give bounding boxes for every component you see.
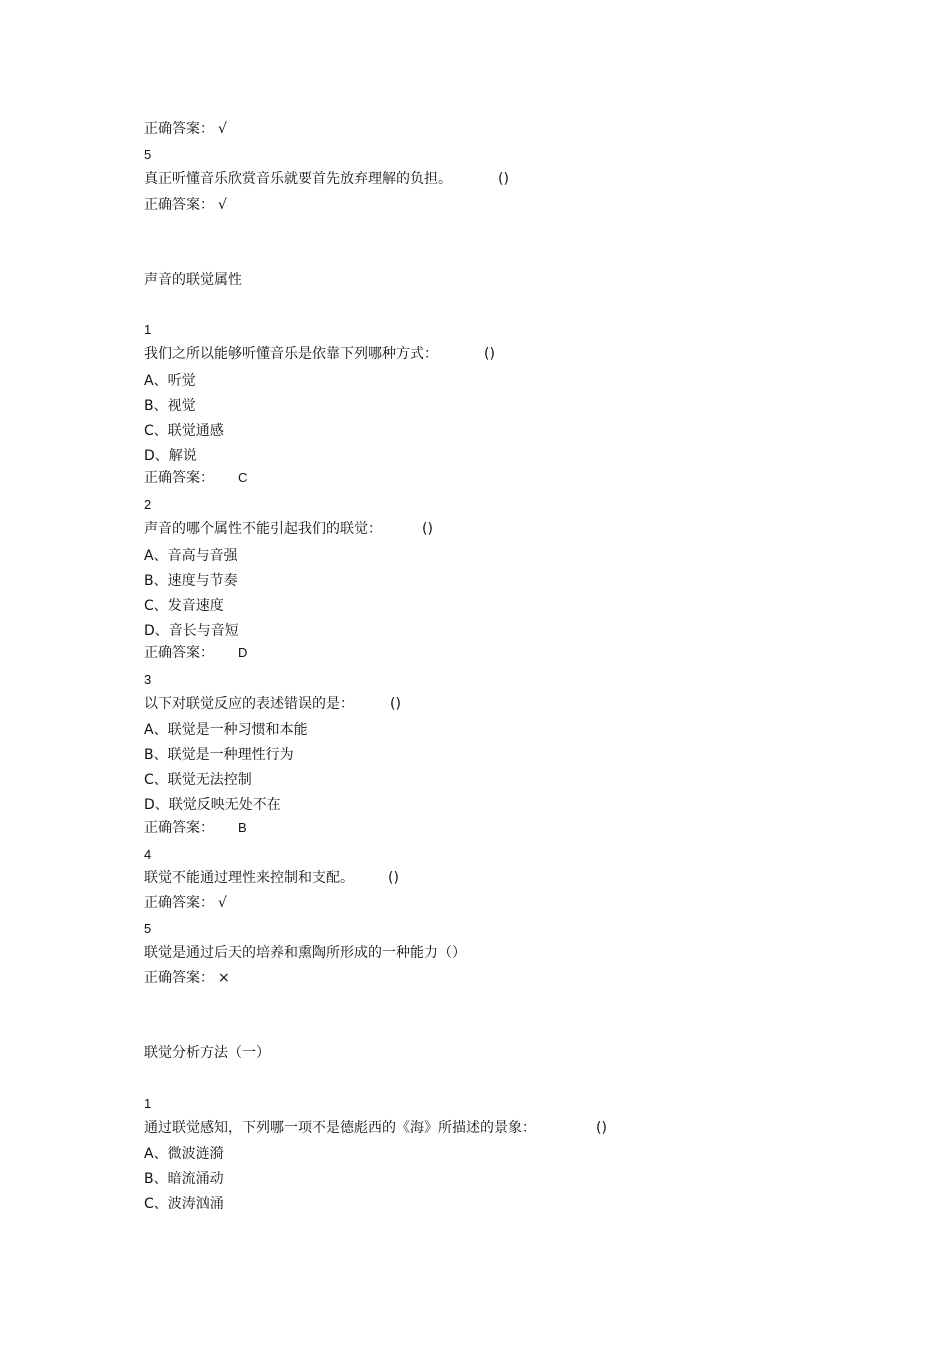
question-paren: () xyxy=(422,521,433,537)
answer-line xyxy=(144,969,230,987)
option: D、解说 xyxy=(144,448,197,464)
question-paren: () xyxy=(484,346,495,362)
option: C、波涛汹涌 xyxy=(144,1196,224,1212)
question-paren: () xyxy=(596,1120,607,1136)
option: A、联觉是一种习惯和本能 xyxy=(144,722,308,738)
question-number: 1 xyxy=(144,1096,152,1111)
option: D、音长与音短 xyxy=(144,623,239,639)
question-paren: () xyxy=(388,870,399,886)
answer-label: 正确答案： xyxy=(144,470,214,486)
question-text-line xyxy=(144,1119,607,1137)
option: A、微波涟漪 xyxy=(144,1146,224,1162)
answer-line xyxy=(144,644,247,662)
answer-value: D xyxy=(238,645,248,660)
option: B、联觉是一种理性行为 xyxy=(144,747,294,763)
option: B、视觉 xyxy=(144,398,196,414)
answer-line xyxy=(144,196,227,214)
question-number: 5 xyxy=(144,147,152,162)
question-number: 5 xyxy=(144,921,152,936)
option: C、发音速度 xyxy=(144,598,224,614)
answer-line xyxy=(144,120,227,138)
question-text: 通过联觉感知，下列哪一项不是德彪西的《海》所描述的景象： xyxy=(144,1120,536,1136)
answer-value: √ xyxy=(218,197,227,213)
question-number: 4 xyxy=(144,847,152,862)
answer-label: 正确答案： xyxy=(144,895,214,911)
option: D、联觉反映无处不在 xyxy=(144,797,281,813)
answer-label: 正确答案： xyxy=(144,970,214,986)
answer-value: √ xyxy=(218,895,227,911)
question-number: 2 xyxy=(144,497,152,512)
question-text: 我们之所以能够听懂音乐是依靠下列哪种方式： xyxy=(144,346,438,362)
option: C、联觉无法控制 xyxy=(144,772,252,788)
question-text: 真正听懂音乐欣赏音乐就要首先放弃理解的负担。 xyxy=(144,171,452,187)
question-text-line xyxy=(144,345,495,363)
answer-value: C xyxy=(238,470,248,485)
section-title: 声音的联觉属性 xyxy=(144,272,242,288)
question-number: 1 xyxy=(144,322,152,337)
answer-value: √ xyxy=(218,121,227,137)
question-text: 声音的哪个属性不能引起我们的联觉： xyxy=(144,521,382,537)
answer-value: B xyxy=(238,820,247,835)
answer-label: 正确答案： xyxy=(144,645,214,661)
question-text-line xyxy=(144,520,433,538)
question-text-line xyxy=(144,170,509,188)
question-text: 联觉是通过后天的培养和熏陶所形成的一种能力（） xyxy=(144,945,466,961)
answer-label: 正确答案： xyxy=(144,121,214,137)
question-text-line xyxy=(144,869,399,887)
answer-value: × xyxy=(218,970,230,986)
answer-line xyxy=(144,819,247,837)
section-title: 联觉分析方法（一） xyxy=(144,1045,270,1061)
option: B、速度与节奏 xyxy=(144,573,238,589)
option: A、音高与音强 xyxy=(144,548,238,564)
question-text-line xyxy=(144,695,401,713)
answer-label: 正确答案： xyxy=(144,820,214,836)
question-paren: () xyxy=(498,171,509,187)
answer-line xyxy=(144,469,247,487)
option: A、听觉 xyxy=(144,373,196,389)
answer-line xyxy=(144,894,227,912)
question-text: 以下对联觉反应的表述错误的是： xyxy=(144,696,354,712)
question-number: 3 xyxy=(144,672,152,687)
answer-label: 正确答案： xyxy=(144,197,214,213)
option: C、联觉通感 xyxy=(144,423,224,439)
option: B、暗流涌动 xyxy=(144,1171,224,1187)
question-text: 联觉不能通过理性来控制和支配。 xyxy=(144,870,354,886)
question-paren: () xyxy=(390,696,401,712)
